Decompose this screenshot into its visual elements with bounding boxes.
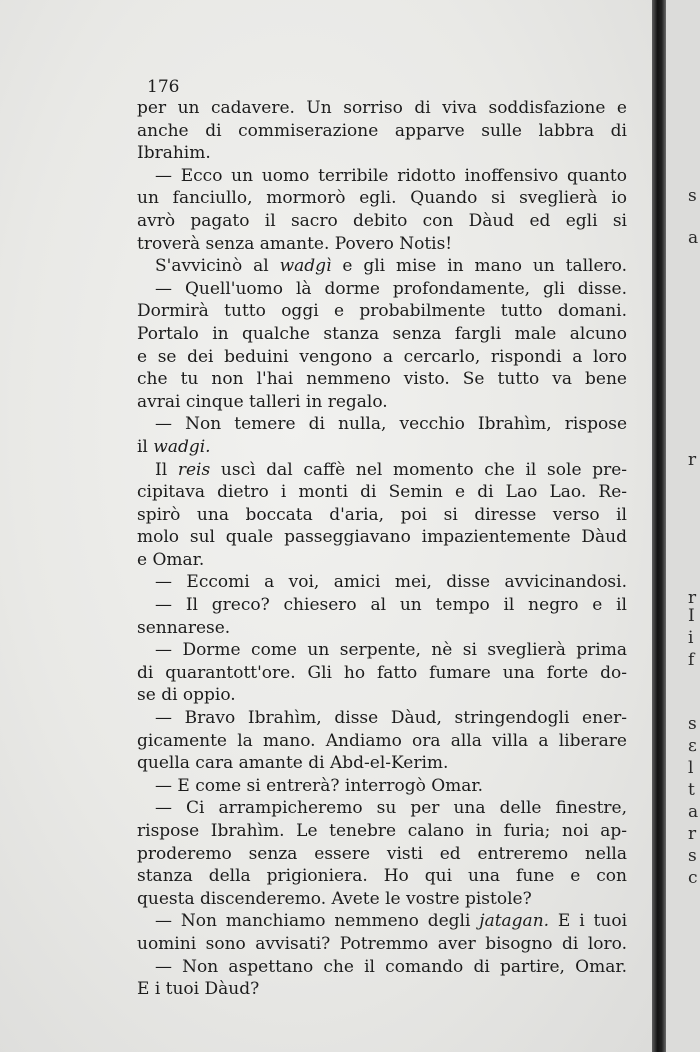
text-line: per un cadavere. Un sorriso di viva soddisfazione e xyxy=(137,98,627,118)
text-line: se di oppio. xyxy=(137,685,236,706)
facing-page-fragment: c xyxy=(688,868,698,888)
text-line: avrò pagato il sacro debito con Dàud ed egli si xyxy=(137,210,627,231)
text-line: questa discenderemo. Avete le vostre pistole? xyxy=(137,888,532,909)
text-span: Il xyxy=(155,459,178,480)
text-line: sennarese. xyxy=(137,617,231,638)
text-line: che tu non l'hai nemmeno visto. Se tutto va bene xyxy=(137,369,627,390)
text-line: — Dorme come un serpente, nè si sveglierà prima xyxy=(155,640,627,661)
text-span: e gli mise in mano un tallero. xyxy=(331,256,628,277)
text-line xyxy=(137,459,627,482)
text-line: avrai cinque talleri in regalo. xyxy=(137,391,388,412)
text-line: Ibrahim. xyxy=(137,143,211,164)
facing-page-fragment: r xyxy=(688,588,697,608)
text-span: E i tuoi xyxy=(549,911,628,932)
text-line: di quarantott'ore. Gli ho fatto fumare una forte do- xyxy=(137,662,627,683)
text-line xyxy=(137,255,627,278)
text-line: troverà senza amante. Povero Notis! xyxy=(137,233,453,254)
text-line xyxy=(137,910,627,933)
text-line: E i tuoi Dàud? xyxy=(137,979,260,1000)
facing-page-fragment: s xyxy=(688,714,697,734)
text-line: molo sul quale passeggiavano impazientemente Dàud xyxy=(137,527,627,548)
facing-page-fragment: s xyxy=(688,186,697,206)
facing-page-fragment: r xyxy=(688,824,697,844)
text-line: gicamente la mano. Andiamo ora alla villa a liberare xyxy=(137,730,627,751)
text-line: anche di commiserazione apparve sulle labbra di xyxy=(137,120,627,141)
text-line: — Eccomi a voi, amici mei, disse avvicinandosi. xyxy=(155,572,627,593)
text-line: e Omar. xyxy=(137,549,205,570)
facing-page-fragment: a xyxy=(688,802,699,822)
facing-page-fragment: i xyxy=(688,628,694,648)
text-line: proderemo senza essere visti ed entreremo nella xyxy=(137,843,627,864)
text-span: — Non manchiamo nemmeno degli xyxy=(155,911,480,932)
text-line: — Ecco un uomo terribile ridotto inoffensivo quanto xyxy=(155,165,627,186)
text-line: — Non aspettano che il comando di partire, Omar. xyxy=(155,956,627,977)
text-line: cipitava dietro i monti di Semin e di Lao Lao. Re- xyxy=(137,482,627,503)
facing-page-fragment: I xyxy=(688,606,695,626)
italic-word: wadgi. xyxy=(153,436,211,457)
facing-page-fragment: ε xyxy=(688,736,697,756)
facing-page-fragment: s xyxy=(688,846,697,866)
italic-word: reis xyxy=(177,459,211,480)
text-line xyxy=(137,436,627,459)
text-line: — Bravo Ibrahìm, disse Dàud, stringendogli ener- xyxy=(155,708,627,729)
text-line: — Il greco? chiesero al un tempo il negro e il xyxy=(155,595,627,616)
text-line: uomini sono avvisati? Potremmo aver bisogno di loro. xyxy=(137,933,627,954)
text-line: quella cara amante di Abd-el-Kerim. xyxy=(137,753,449,774)
text-line: un fanciullo, mormorò egli. Quando si sveglierà io xyxy=(137,188,627,209)
text-line: — Non temere di nulla, vecchio Ibrahìm, rispose xyxy=(155,414,627,435)
text-span: il xyxy=(137,436,154,457)
body-text xyxy=(137,97,627,1001)
text-span: uscì dal caffè nel momento che il sole pre- xyxy=(210,459,628,480)
text-span: S'avvicinò al xyxy=(155,256,280,277)
text-line: rispose Ibrahìm. Le tenebre calano in furia; noi ap- xyxy=(137,821,627,841)
text-line: stanza della prigioniera. Ho qui una fune e con xyxy=(137,866,627,887)
text-line: e se dei beduini vengono a cercarlo, rispondi a loro xyxy=(137,346,627,367)
facing-page-edge xyxy=(666,0,700,1052)
facing-page-fragment: a xyxy=(688,228,699,248)
text-line: spirò una boccata d'aria, poi si diresse verso il xyxy=(137,504,627,525)
italic-word: wadgì xyxy=(279,256,332,277)
text-line: — Ci arrampicheremo su per una delle finestre, xyxy=(155,798,627,819)
text-line: Portalo in qualche stanza senza fargli male alcuno xyxy=(137,323,627,344)
italic-word: jatagan. xyxy=(479,911,550,932)
facing-page-fragment: l xyxy=(688,758,694,778)
facing-page-fragment: t xyxy=(688,780,695,800)
text-line: Dormirà tutto oggi e probabilmente tutto domani. xyxy=(137,301,627,322)
facing-page-fragment: f xyxy=(688,650,695,670)
page-number: 176 xyxy=(147,77,180,97)
book-gutter xyxy=(652,0,666,1052)
facing-page-fragment: r xyxy=(688,450,697,470)
text-line: — E come si entrerà? interrogò Omar. xyxy=(155,775,484,796)
text-line: — Quell'uomo là dorme profondamente, gli disse. xyxy=(155,278,627,299)
